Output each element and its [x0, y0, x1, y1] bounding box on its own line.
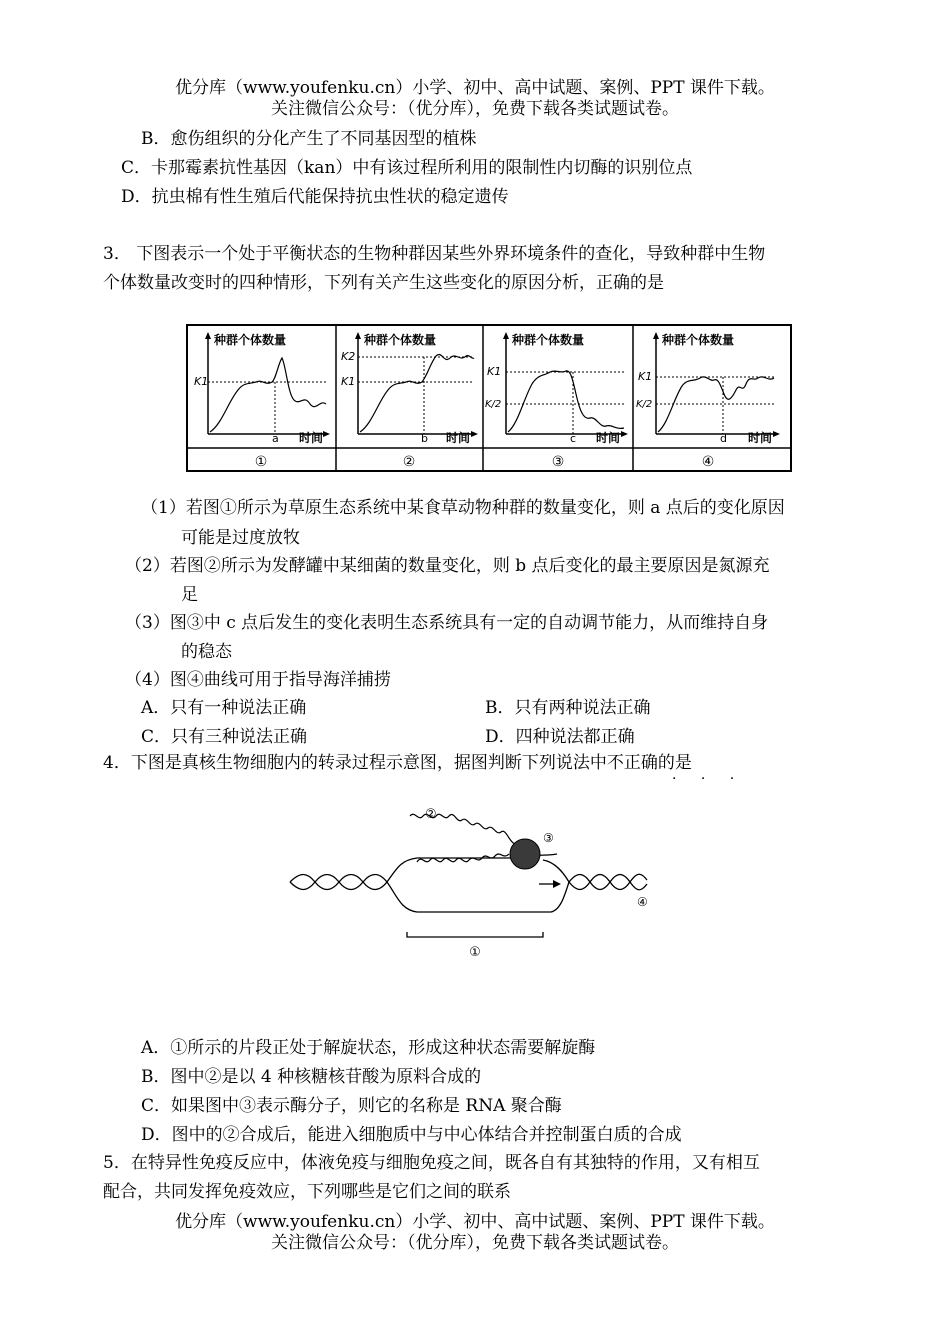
x-axis-label: 时间: [299, 431, 324, 445]
q5-stem-line-2: 配合，共同发挥免疫效应，下列哪些是它们之间的联系: [103, 1182, 511, 1202]
q3-statement-3-cont: 的稳态: [181, 642, 232, 662]
q3-statement-1: （1）若图①所示为草原生态系统中某食草动物种群的数量变化，则 a 点后的变化原因: [141, 498, 785, 518]
q4-option-b: B．图中②是以 4 种核糖核苷酸为原料合成的: [141, 1067, 482, 1087]
q4-option-d: D．图中的②合成后，能进入细胞质中与中心体结合并控制蛋白质的合成: [141, 1125, 682, 1145]
level-label: K1: [487, 365, 502, 378]
q5-stem-line-1: 5．在特异性免疫反应中，体液免疫与细胞免疫之间，既各自有其独特的作用，又有相互: [103, 1153, 760, 1173]
q4-option-c: C．如果图中③表示酶分子，则它的名称是 RNA 聚合酶: [141, 1096, 562, 1116]
time-mark: c: [570, 432, 577, 445]
q3-stem-line-2: 个体数量改变时的四种情形，下列有关产生这些变化的原因分析，正确的是: [103, 273, 664, 293]
level-label: K1: [194, 375, 209, 388]
label-enzyme: ③: [543, 831, 554, 845]
panel-4: [636, 332, 780, 470]
level-label: K1: [638, 370, 653, 383]
panel-3: [485, 332, 628, 470]
y-axis-label: 种群个体数量: [364, 333, 437, 347]
panel-1: [194, 332, 330, 470]
footer-line-1: 优分库（www.youfenku.cn）小学、初中、高中试题、案例、PPT 课件下载。: [175, 1212, 775, 1232]
q3-option-c: C．只有三种说法正确: [141, 727, 308, 747]
y-axis-label: 种群个体数量: [512, 333, 585, 347]
level-label: K2: [341, 350, 356, 363]
time-mark: d: [720, 432, 727, 445]
q3-statement-4: （4）图④曲线可用于指导海洋捕捞: [125, 670, 391, 690]
q3-stem-line-1: 3． 下图表示一个处于平衡状态的生物种群因某些外界环境条件的查化，导致种群中生物: [103, 244, 766, 264]
panel-number: ④: [701, 454, 715, 470]
header-line-1: 优分库（www.youfenku.cn）小学、初中、高中试题、案例、PPT 课件下载。: [175, 78, 775, 98]
q3-statement-2-cont: 足: [181, 585, 198, 605]
time-mark: b: [421, 432, 428, 445]
x-axis-label: 时间: [748, 431, 773, 445]
y-axis-label: 种群个体数量: [214, 333, 287, 347]
x-axis-label: 时间: [446, 431, 471, 445]
q3-statement-3: （3）图③中 c 点后发生的变化表明生态系统具有一定的自动调节能力，从而维持自身: [125, 613, 769, 633]
level-label: K/2: [636, 399, 653, 410]
panel-number: ③: [551, 454, 565, 470]
q3-option-a: A．只有一种说法正确: [141, 698, 307, 718]
q3-option-b: B．只有两种说法正确: [485, 698, 651, 718]
q4-option-a: A．①所示的片段正处于解旋状态，形成这种状态需要解旋酶: [141, 1038, 596, 1058]
q2-option-d: D．抗虫棉有性生殖后代能保持抗虫性状的稳定遗传: [121, 187, 509, 207]
label-rna: ②: [425, 807, 437, 822]
panel-2: [341, 332, 478, 470]
footer-line-2: 关注微信公众号：（优分库），免费下载各类试题试卷。: [271, 1233, 679, 1253]
label-segment: ①: [469, 945, 481, 960]
q3-option-d: D．四种说法都正确: [485, 727, 635, 747]
level-label: K/2: [485, 399, 502, 410]
q3-statement-1-cont: 可能是过度放牧: [181, 528, 300, 548]
x-axis-label: 时间: [596, 431, 621, 445]
population-figure: [186, 324, 792, 474]
q2-option-b: B．愈伤组织的分化产生了不同基因型的植株: [141, 129, 477, 149]
q4-stem: 4．下图是真核生物细胞内的转录过程示意图，据图判断下列说法中不正确的是: [103, 753, 692, 773]
panel-number: ②: [402, 454, 416, 470]
y-axis-label: 种群个体数量: [662, 333, 735, 347]
q2-option-c: C．卡那霉素抗性基因（kan）中有该过程所利用的限制性内切酶的识别位点: [121, 158, 693, 178]
time-mark: a: [272, 432, 279, 445]
level-label: K1: [341, 375, 356, 388]
header-line-2: 关注微信公众号：（优分库），免费下载各类试题试卷。: [271, 99, 679, 119]
emphasis-dots: · · ·: [672, 771, 745, 787]
panel-number: ①: [254, 454, 268, 470]
q3-statement-2: （2）若图②所示为发酵罐中某细菌的数量变化，则 b 点后变化的最主要原因是氮源充: [125, 556, 770, 576]
transcription-diagram: [285, 798, 685, 968]
label-dna: ④: [637, 895, 648, 909]
